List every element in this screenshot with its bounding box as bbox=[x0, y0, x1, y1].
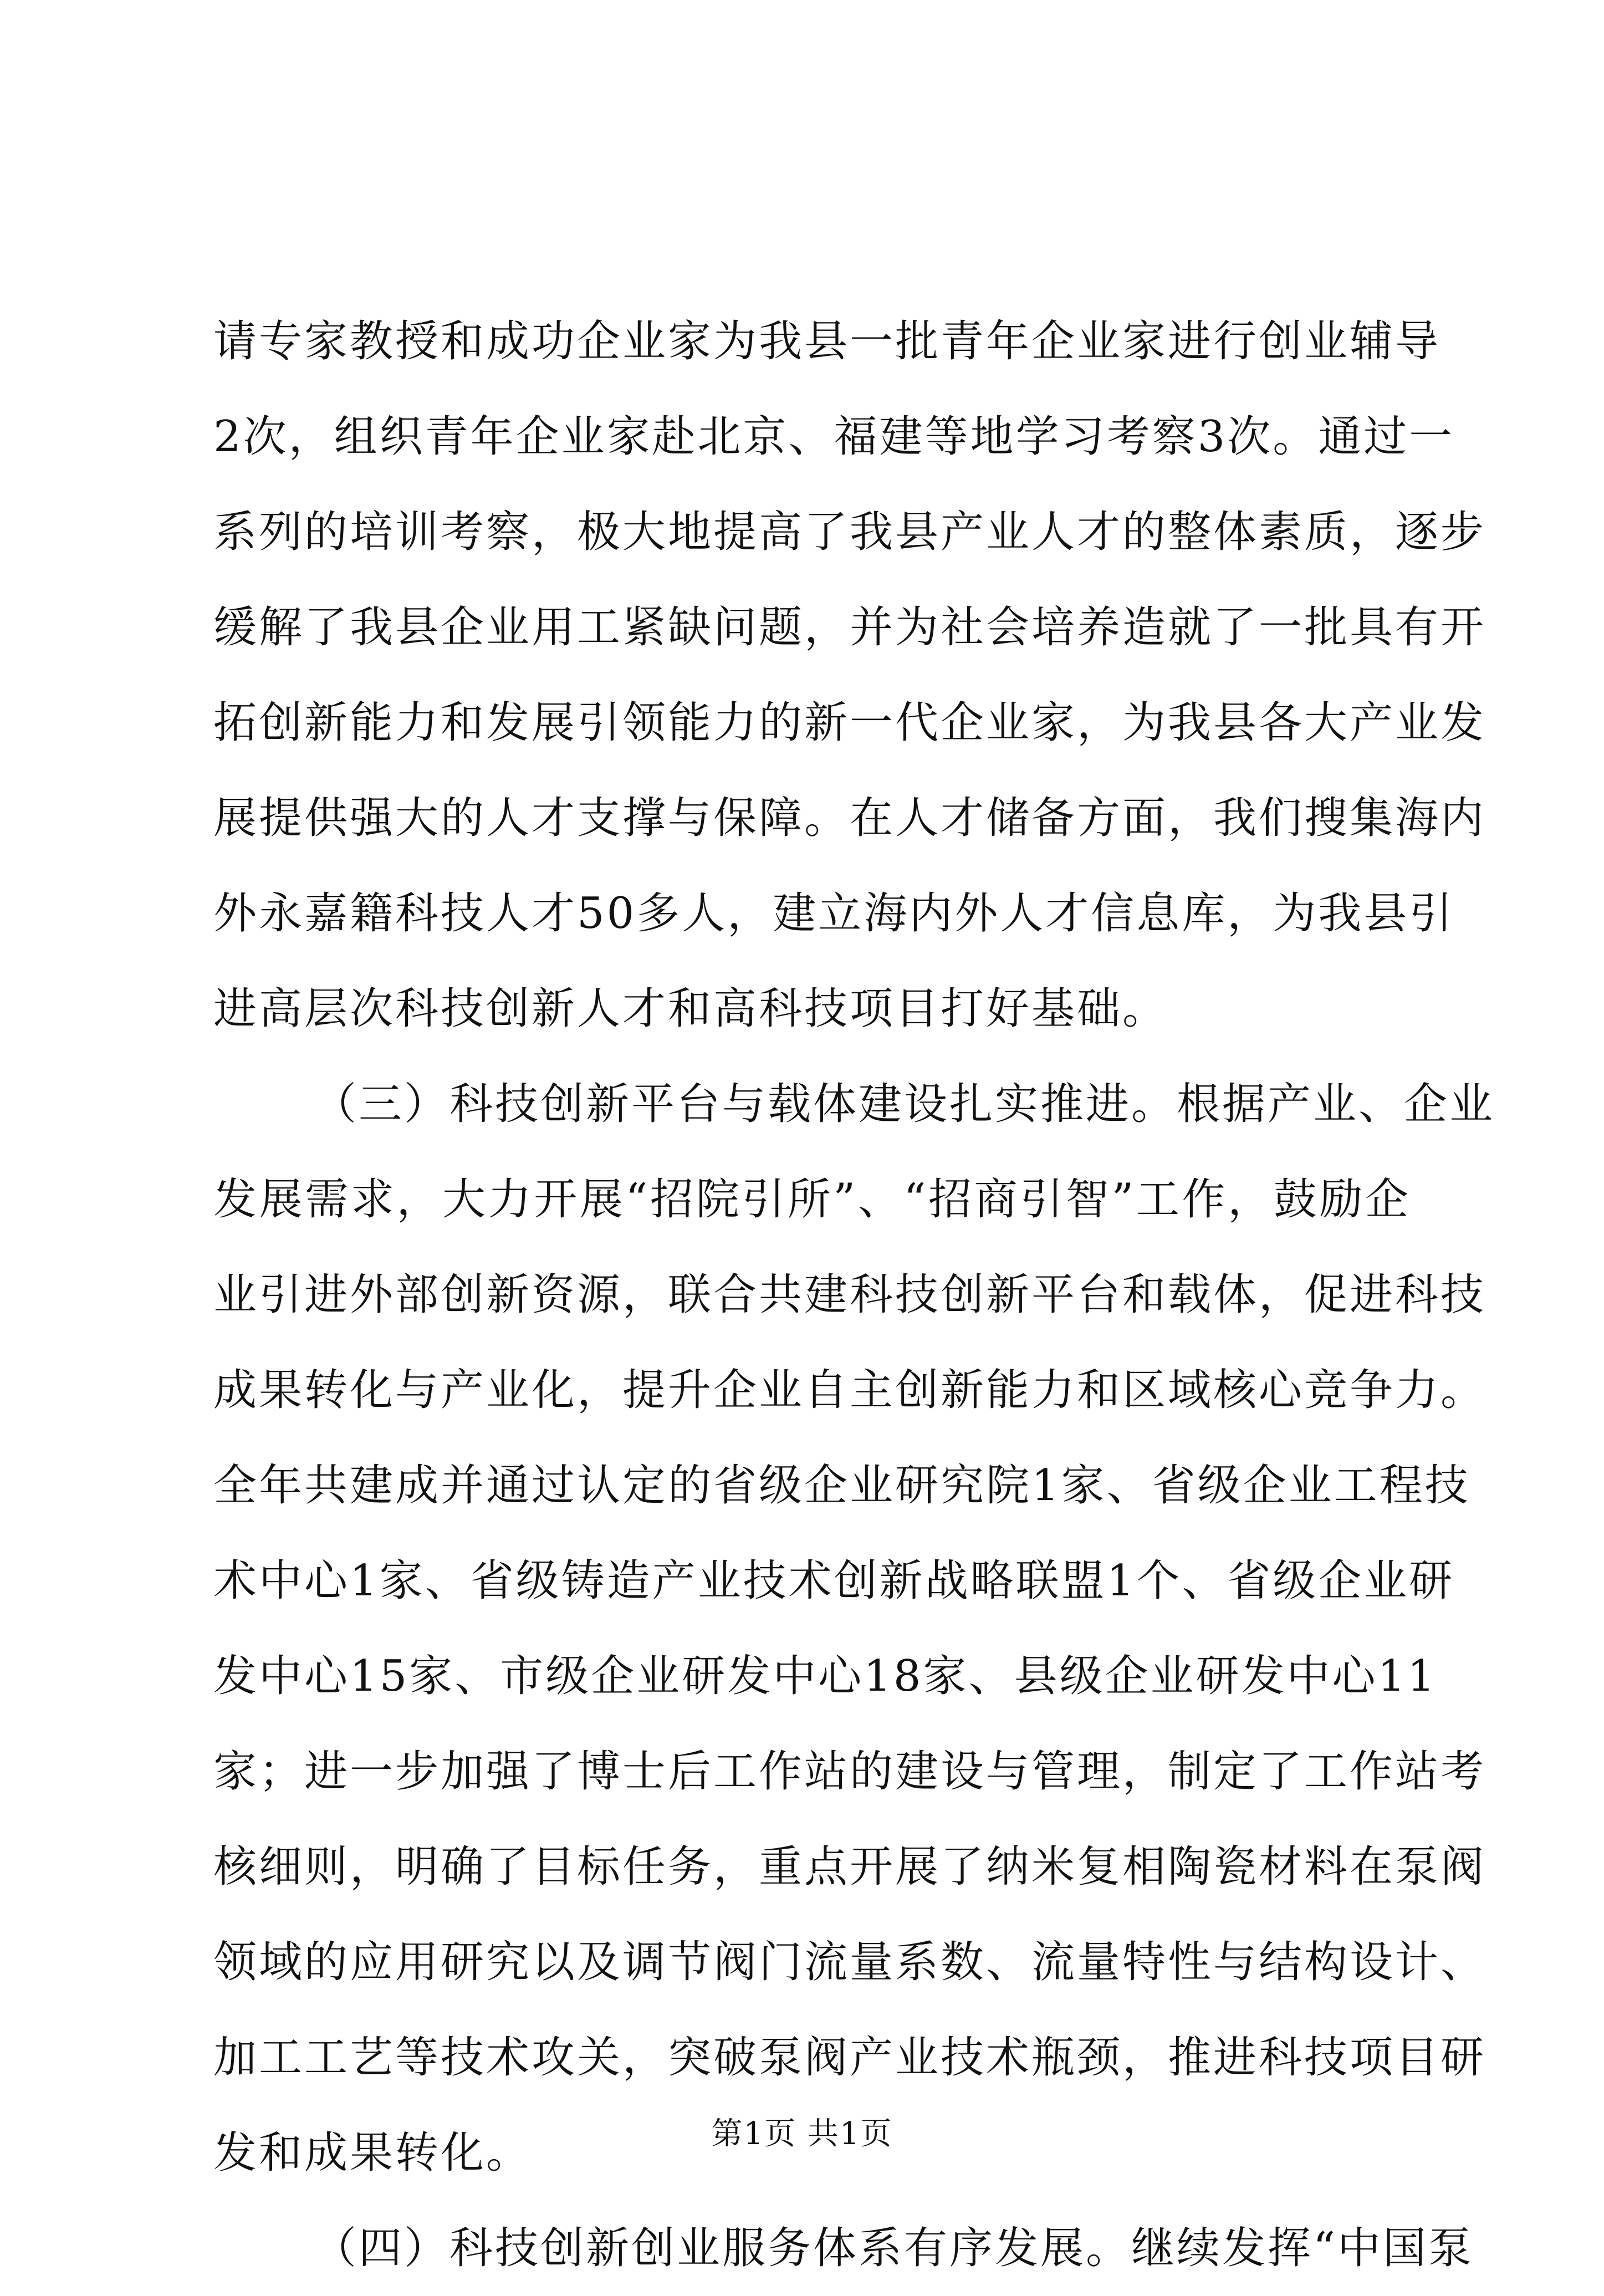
text-line: 加工工艺等技术攻关，突破泵阀产业技术瓶颈，推进科技项目研 bbox=[213, 2033, 1486, 2083]
text-line: 发中心15家、市级企业研发中心18家、县级企业研发中心11 bbox=[213, 1651, 1437, 1701]
text-line-paragraph-end: 进高层次科技创新人才和高科技项目打好基础。 bbox=[213, 984, 1168, 1034]
page-footer: 第1页 共1页 bbox=[711, 2116, 893, 2152]
text-line: 家；进一步加强了博士后工作站的建设与管理，制定了工作站考 bbox=[213, 1747, 1486, 1797]
text-line: 业引进外部创新资源，联合共建科技创新平台和载体，促进科技 bbox=[213, 1270, 1486, 1320]
text-line: 拓创新能力和发展引领能力的新一代企业家，为我县各大产业发 bbox=[213, 698, 1486, 748]
text-line: 全年共建成并通过认定的省级企业研究院1家、省级企业工程技 bbox=[213, 1461, 1470, 1511]
text-line: 术中心1家、省级铸造产业技术创新战略联盟1个、省级企业研 bbox=[213, 1556, 1455, 1606]
text-line: 核细则，明确了目标任务，重点开展了纳米复相陶瓷材料在泵阀 bbox=[213, 1842, 1486, 1892]
text-line: 成果转化与产业化，提升企业自主创新能力和区域核心竞争力。 bbox=[213, 1365, 1486, 1415]
text-line: 系列的培训考察，极大地提高了我县产业人才的整体素质，逐步 bbox=[213, 507, 1486, 557]
text-line: 缓解了我县企业用工紧缺问题，并为社会培养造就了一批具有开 bbox=[213, 603, 1486, 652]
document-body bbox=[213, 294, 1495, 2296]
text-line: 发展需求，大力开展“招院引所”、“招商引智”工作，鼓励企 bbox=[213, 1175, 1411, 1224]
text-line-paragraph-start: （三）科技创新平台与载体建设扎实推进。根据产业、企业 bbox=[313, 1079, 1495, 1129]
text-line-paragraph-end: 发和成果转化。 bbox=[213, 2128, 532, 2178]
text-line: 请专家教授和成功企业家为我县一批青年企业家进行创业辅导 bbox=[213, 317, 1441, 366]
text-line: 外永嘉籍科技人才50多人，建立海内外人才信息库，为我县引 bbox=[213, 889, 1455, 938]
text-line: 展提供强大的人才支撑与保障。在人才储备方面，我们搜集海内 bbox=[213, 793, 1486, 843]
text-line: 2次，组织青年企业家赴北京、福建等地学习考察3次。通过一 bbox=[213, 412, 1455, 462]
text-line: 领域的应用研究以及调节阀门流量系数、流量特性与结构设计、 bbox=[213, 1937, 1486, 1987]
text-line-paragraph-start: （四）科技创新创业服务体系有序发展。继续发挥“中国泵 bbox=[313, 2223, 1474, 2273]
